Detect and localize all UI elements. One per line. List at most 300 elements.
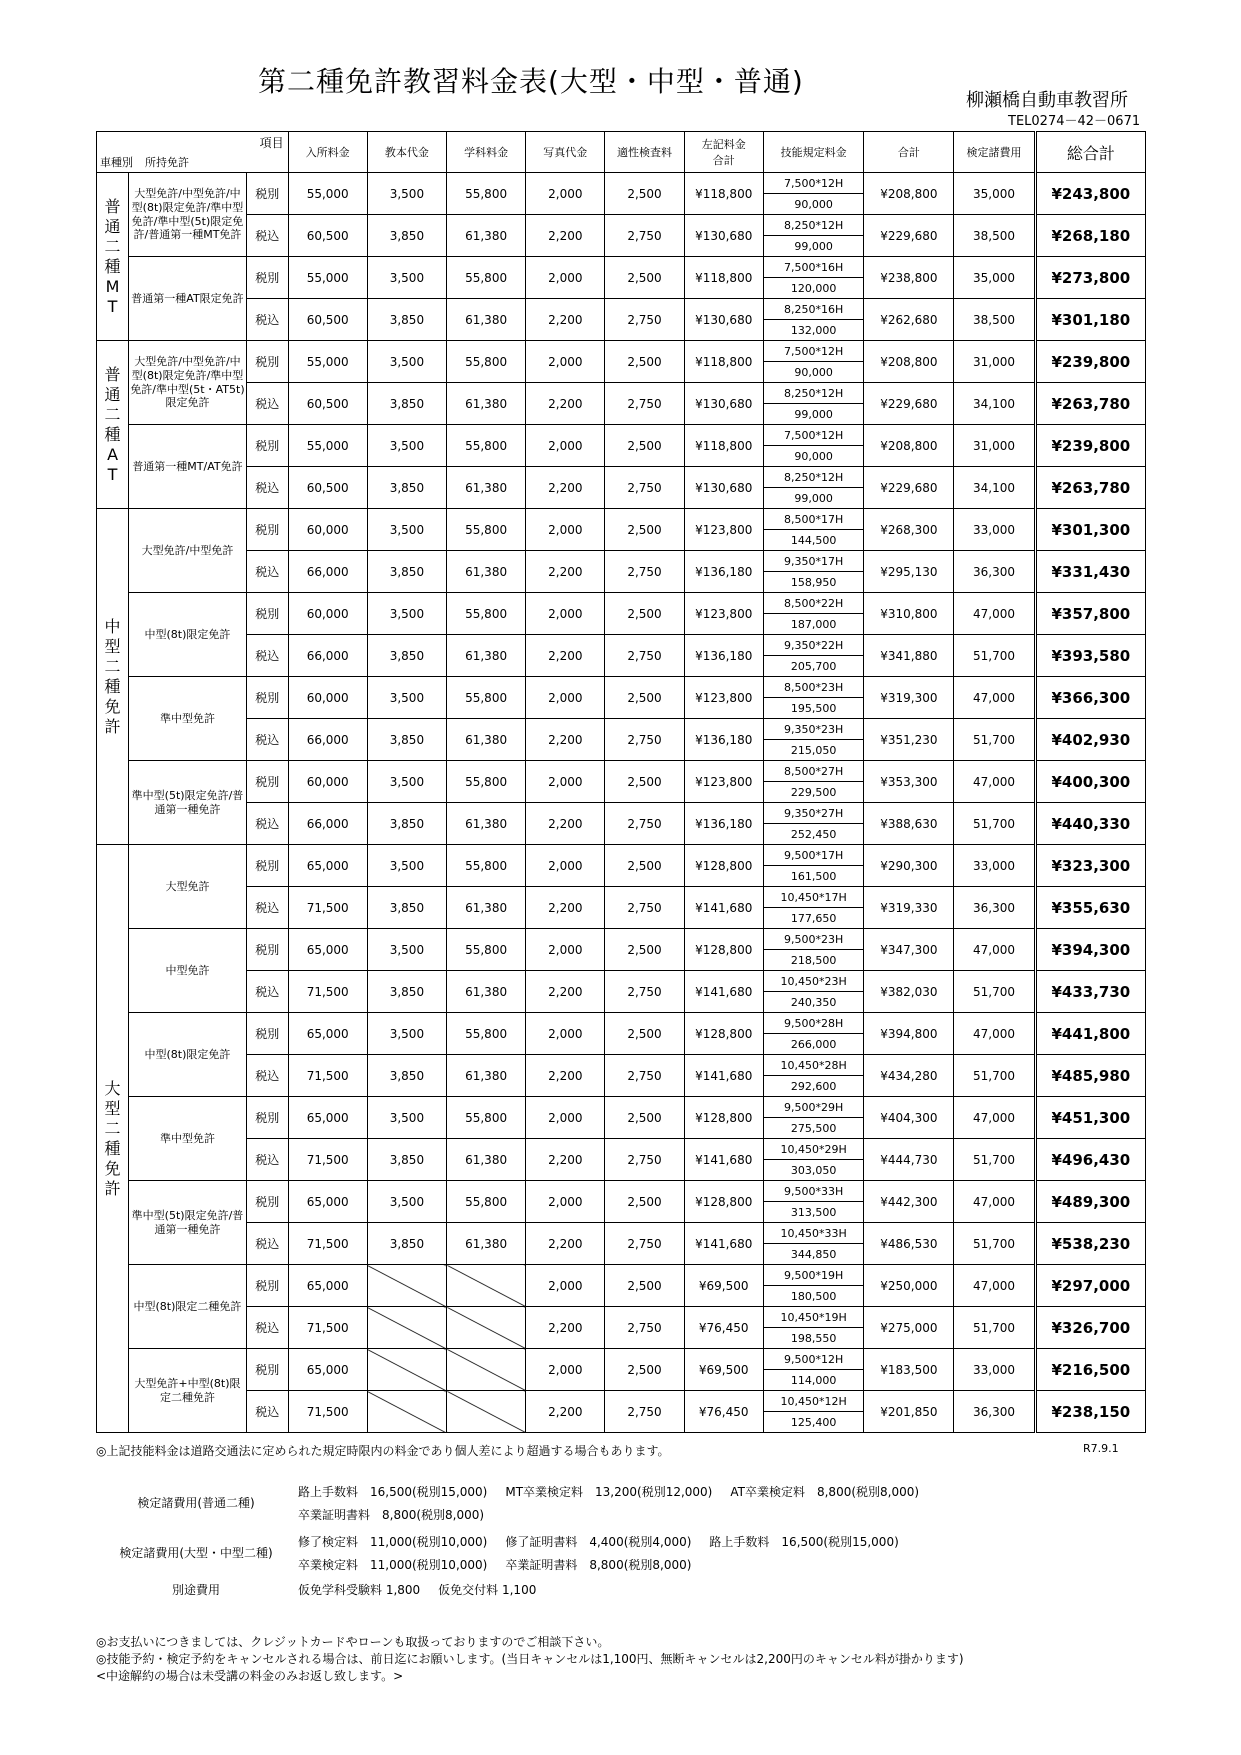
grand-total: ¥400,300: [1035, 761, 1145, 803]
aptitude-fee: 2,500: [605, 1097, 684, 1139]
not-applicable-cell: [367, 1349, 446, 1391]
skill-rate: 9,350*17H: [763, 551, 864, 572]
total: ¥394,800: [864, 1013, 954, 1055]
photo-fee: 2,000: [526, 509, 605, 551]
exam-fee: 33,000: [954, 1349, 1035, 1391]
large-fees-line1: [298, 1531, 917, 1554]
total: ¥208,800: [864, 425, 954, 467]
grand-total: ¥273,800: [1035, 257, 1145, 299]
license-held: 大型免許+中型(8t)限定二種免許: [129, 1349, 247, 1433]
tax-type: 税別: [246, 845, 288, 887]
license-held: 大型免許: [129, 845, 247, 929]
photo-fee: 2,200: [526, 1223, 605, 1265]
entry-fee: 60,000: [288, 761, 367, 803]
fee-row: [97, 425, 1146, 446]
skill-rate: 9,350*27H: [763, 803, 864, 824]
grand-total: ¥366,300: [1035, 677, 1145, 719]
theory-fee: 61,380: [447, 467, 526, 509]
skill-amount: 292,600: [763, 1076, 864, 1097]
exam-fee: 31,000: [954, 341, 1035, 383]
exam-fee: 36,300: [954, 887, 1035, 929]
fee-row: [97, 1307, 1146, 1328]
skill-rate: 9,350*23H: [763, 719, 864, 740]
skill-amount: 180,500: [763, 1286, 864, 1307]
textbook-fee: 3,500: [367, 509, 446, 551]
photo-fee: 2,000: [526, 257, 605, 299]
entry-fee: 66,000: [288, 719, 367, 761]
col-exam-fees: 検定諸費用: [954, 132, 1035, 173]
theory-fee: 61,380: [447, 1139, 526, 1181]
theory-fee: 61,380: [447, 719, 526, 761]
aptitude-fee: 2,500: [605, 593, 684, 635]
grand-total: ¥393,580: [1035, 635, 1145, 677]
tax-type: 税別: [246, 1181, 288, 1223]
skill-amount: 229,500: [763, 782, 864, 803]
textbook-fee: 3,500: [367, 1097, 446, 1139]
skill-amount: 187,000: [763, 614, 864, 635]
fee-item: AT卒業検定料 8,800(税別8,000): [730, 1485, 920, 1499]
theory-fee: 61,380: [447, 971, 526, 1013]
subtotal: ¥130,680: [684, 215, 763, 257]
fee-row: [97, 1265, 1146, 1286]
entry-fee: 71,500: [288, 1139, 367, 1181]
theory-fee: 55,800: [447, 1181, 526, 1223]
skill-amount: 99,000: [763, 404, 864, 425]
fee-row: [97, 383, 1146, 404]
tax-type: 税込: [246, 719, 288, 761]
subtotal: ¥69,500: [684, 1265, 763, 1307]
vehicle-category: [97, 341, 129, 509]
license-held: 大型免許/中型免許/中型(8t)限定免許/準中型免許/準中型(5t)限定免許/普通第一種MT免許: [129, 173, 247, 257]
subtotal: ¥123,800: [684, 677, 763, 719]
theory-fee: 55,800: [447, 593, 526, 635]
skill-rate: 8,250*12H: [763, 467, 864, 488]
theory-fee: 61,380: [447, 803, 526, 845]
total: ¥388,630: [864, 803, 954, 845]
not-applicable-cell: [447, 1307, 526, 1349]
grand-total: ¥263,780: [1035, 467, 1145, 509]
photo-fee: 2,000: [526, 173, 605, 215]
grand-total: ¥402,930: [1035, 719, 1145, 761]
subtotal: ¥118,800: [684, 173, 763, 215]
header-corner: [97, 132, 289, 173]
fee-row: [97, 467, 1146, 488]
header-row: [97, 132, 1146, 173]
refund-note: <中途解約の場合は未受講の料金のみお返し致します。>: [96, 1669, 404, 1683]
total: ¥382,030: [864, 971, 954, 1013]
aptitude-fee: 2,500: [605, 845, 684, 887]
separate-fees-label: 別途費用: [171, 1583, 220, 1597]
textbook-fee: 3,850: [367, 719, 446, 761]
tax-type: 税込: [246, 1055, 288, 1097]
photo-fee: 2,000: [526, 761, 605, 803]
entry-fee: 66,000: [288, 803, 367, 845]
exam-fee: 35,000: [954, 257, 1035, 299]
skill-rate: 8,500*27H: [763, 761, 864, 782]
grand-total: ¥323,300: [1035, 845, 1145, 887]
textbook-fee: 3,500: [367, 425, 446, 467]
aptitude-fee: 2,500: [605, 1265, 684, 1307]
fee-row: [97, 1055, 1146, 1076]
total: ¥208,800: [864, 341, 954, 383]
theory-fee: 55,800: [447, 509, 526, 551]
photo-fee: 2,200: [526, 551, 605, 593]
aptitude-fee: 2,750: [605, 803, 684, 845]
grand-total: ¥440,330: [1035, 803, 1145, 845]
entry-fee: 65,000: [288, 1265, 367, 1307]
tax-type: 税込: [246, 1223, 288, 1265]
fee-row: [97, 803, 1146, 824]
tax-type: 税込: [246, 635, 288, 677]
fee-row: [97, 677, 1146, 698]
textbook-fee: 3,500: [367, 845, 446, 887]
total: ¥238,800: [864, 257, 954, 299]
total: ¥295,130: [864, 551, 954, 593]
exam-fee: 47,000: [954, 1097, 1035, 1139]
theory-fee: 55,800: [447, 173, 526, 215]
entry-fee: 60,000: [288, 509, 367, 551]
aptitude-fee: 2,750: [605, 1223, 684, 1265]
total: ¥290,300: [864, 845, 954, 887]
skill-rate: 9,500*33H: [763, 1181, 864, 1202]
tax-type: 税別: [246, 761, 288, 803]
skill-amount: 120,000: [763, 278, 864, 299]
fee-row: [97, 341, 1146, 362]
textbook-fee: 3,500: [367, 761, 446, 803]
fee-row: [97, 971, 1146, 992]
cancel-note: ◎技能予約・検定予約をキャンセルされる場合は、前日迄にお願いします。(当日キャンセルは1,100円、無断キャンセルは2,200円のキャンセル料が掛かります): [96, 1652, 964, 1666]
total: ¥275,000: [864, 1307, 954, 1349]
fee-row: [97, 299, 1146, 320]
skill-amount: 266,000: [763, 1034, 864, 1055]
entry-fee: 55,000: [288, 425, 367, 467]
skill-rate: 8,250*12H: [763, 383, 864, 404]
skill-fee-note: ◎上記技能料金は道路交通法に定められた規定時限内の料金であり個人差により超過する場合もあります。: [96, 1444, 670, 1458]
exam-fee: 51,700: [954, 1223, 1035, 1265]
subtotal: ¥76,450: [684, 1391, 763, 1433]
exam-fee: 47,000: [954, 929, 1035, 971]
subtotal: ¥141,680: [684, 1223, 763, 1265]
license-held: 普通第一種MT/AT免許: [129, 425, 247, 509]
aptitude-fee: 2,500: [605, 173, 684, 215]
license-held: 大型免許/中型免許: [129, 509, 247, 593]
fee-row: [97, 215, 1146, 236]
aptitude-fee: 2,500: [605, 341, 684, 383]
skill-amount: 161,500: [763, 866, 864, 887]
tax-type: 税込: [246, 887, 288, 929]
photo-fee: 2,200: [526, 383, 605, 425]
textbook-fee: 3,850: [367, 803, 446, 845]
subtotal: ¥118,800: [684, 257, 763, 299]
exam-fee: 33,000: [954, 509, 1035, 551]
theory-fee: 61,380: [447, 1055, 526, 1097]
exam-fee: 31,000: [954, 425, 1035, 467]
aptitude-fee: 2,500: [605, 257, 684, 299]
skill-rate: 10,450*12H: [763, 1391, 864, 1412]
futsu-fees-label: 検定諸費用(普通二種): [137, 1496, 255, 1510]
fee-row: [97, 845, 1146, 866]
subtotal: ¥136,180: [684, 719, 763, 761]
exam-fee: 47,000: [954, 593, 1035, 635]
skill-amount: 275,500: [763, 1118, 864, 1139]
skill-amount: 90,000: [763, 446, 864, 467]
total: ¥341,880: [864, 635, 954, 677]
aptitude-fee: 2,750: [605, 635, 684, 677]
total: ¥434,280: [864, 1055, 954, 1097]
aptitude-fee: 2,500: [605, 509, 684, 551]
exam-fee: 33,000: [954, 845, 1035, 887]
aptitude-fee: 2,750: [605, 887, 684, 929]
subtotal: ¥128,800: [684, 1013, 763, 1055]
aptitude-fee: 2,750: [605, 383, 684, 425]
textbook-fee: 3,850: [367, 635, 446, 677]
entry-fee: 65,000: [288, 929, 367, 971]
fee-row: [97, 635, 1146, 656]
textbook-fee: 3,850: [367, 1055, 446, 1097]
skill-rate: 7,500*16H: [763, 257, 864, 278]
photo-fee: 2,000: [526, 1349, 605, 1391]
total: ¥404,300: [864, 1097, 954, 1139]
exam-fee: 51,700: [954, 803, 1035, 845]
skill-rate: 9,500*28H: [763, 1013, 864, 1034]
textbook-fee: 3,850: [367, 1223, 446, 1265]
skill-rate: 9,500*17H: [763, 845, 864, 866]
total: ¥444,730: [864, 1139, 954, 1181]
exam-fee: 36,300: [954, 1391, 1035, 1433]
exam-fee: 47,000: [954, 761, 1035, 803]
photo-fee: 2,000: [526, 929, 605, 971]
aptitude-fee: 2,500: [605, 1013, 684, 1055]
theory-fee: 61,380: [447, 383, 526, 425]
tax-type: 税別: [246, 1349, 288, 1391]
tax-type: 税込: [246, 1307, 288, 1349]
exam-fee: 34,100: [954, 467, 1035, 509]
subtotal: ¥130,680: [684, 299, 763, 341]
skill-rate: 10,450*17H: [763, 887, 864, 908]
fee-item: 路上手数料 16,500(税別15,000): [709, 1535, 899, 1549]
exam-fee: 51,700: [954, 635, 1035, 677]
grand-total: ¥496,430: [1035, 1139, 1145, 1181]
entry-fee: 71,500: [288, 1223, 367, 1265]
page-title: 第二種免許教習料金表(大型・中型・普通): [258, 65, 804, 98]
exam-fee: 47,000: [954, 1265, 1035, 1307]
skill-rate: 9,500*12H: [763, 1349, 864, 1370]
fee-item: 路上手数料 16,500(税別15,000): [298, 1485, 488, 1499]
tax-type: 税別: [246, 677, 288, 719]
skill-amount: 90,000: [763, 194, 864, 215]
header-vehicle-type-label: 車種別: [100, 156, 133, 169]
grand-total: ¥489,300: [1035, 1181, 1145, 1223]
total: ¥310,800: [864, 593, 954, 635]
tax-type: 税別: [246, 425, 288, 467]
photo-fee: 2,000: [526, 677, 605, 719]
license-held: 大型免許/中型免許/中型(8t)限定免許/準中型免許/準中型(5t・AT5t)限定免許: [129, 341, 247, 425]
grand-total: ¥357,800: [1035, 593, 1145, 635]
tax-type: 税別: [246, 257, 288, 299]
skill-rate: 8,500*23H: [763, 677, 864, 698]
textbook-fee: 3,500: [367, 677, 446, 719]
tax-type: 税込: [246, 1139, 288, 1181]
tax-type: 税込: [246, 299, 288, 341]
exam-fee: 38,500: [954, 215, 1035, 257]
total: ¥229,680: [864, 215, 954, 257]
exam-fee: 51,700: [954, 1055, 1035, 1097]
skill-rate: 7,500*12H: [763, 425, 864, 446]
col-skill-fee: 技能規定料金: [763, 132, 864, 173]
subtotal: ¥136,180: [684, 551, 763, 593]
skill-amount: 125,400: [763, 1412, 864, 1433]
exam-fee: 47,000: [954, 677, 1035, 719]
fee-row: [97, 257, 1146, 278]
theory-fee: 55,800: [447, 677, 526, 719]
total: ¥208,800: [864, 173, 954, 215]
col-theory-fee: 学科料金: [447, 132, 526, 173]
grand-total: ¥433,730: [1035, 971, 1145, 1013]
total: ¥262,680: [864, 299, 954, 341]
exam-fee: 35,000: [954, 173, 1035, 215]
grand-total: ¥485,980: [1035, 1055, 1145, 1097]
total: ¥353,300: [864, 761, 954, 803]
subtotal: ¥123,800: [684, 761, 763, 803]
skill-amount: 205,700: [763, 656, 864, 677]
grand-total: ¥268,180: [1035, 215, 1145, 257]
grand-total: ¥263,780: [1035, 383, 1145, 425]
fee-row: [97, 1013, 1146, 1034]
exam-fee: 47,000: [954, 1181, 1035, 1223]
skill-amount: 132,000: [763, 320, 864, 341]
tax-type: 税込: [246, 803, 288, 845]
aptitude-fee: 2,500: [605, 1181, 684, 1223]
entry-fee: 60,500: [288, 467, 367, 509]
header-item-label: 項目: [259, 136, 284, 150]
subtotal: ¥76,450: [684, 1307, 763, 1349]
entry-fee: 60,500: [288, 299, 367, 341]
grand-total: ¥239,800: [1035, 425, 1145, 467]
entry-fee: 71,500: [288, 887, 367, 929]
skill-amount: 177,650: [763, 908, 864, 929]
vehicle-category: [97, 845, 129, 1433]
theory-fee: 61,380: [447, 215, 526, 257]
theory-fee: 61,380: [447, 635, 526, 677]
license-held: 準中型(5t)限定免許/普通第一種免許: [129, 1181, 247, 1265]
fee-row: [97, 1139, 1146, 1160]
entry-fee: 71,500: [288, 1307, 367, 1349]
subtotal: ¥128,800: [684, 1097, 763, 1139]
theory-fee: 55,800: [447, 761, 526, 803]
entry-fee: 65,000: [288, 1013, 367, 1055]
subtotal: ¥128,800: [684, 929, 763, 971]
aptitude-fee: 2,500: [605, 677, 684, 719]
total: ¥351,230: [864, 719, 954, 761]
entry-fee: 65,000: [288, 1349, 367, 1391]
photo-fee: 2,200: [526, 215, 605, 257]
tax-type: 税込: [246, 551, 288, 593]
license-held: 準中型免許: [129, 1097, 247, 1181]
tax-type: 税別: [246, 929, 288, 971]
total: ¥250,000: [864, 1265, 954, 1307]
entry-fee: 55,000: [288, 341, 367, 383]
exam-fee: 51,700: [954, 719, 1035, 761]
entry-fee: 71,500: [288, 971, 367, 1013]
payment-note: ◎お支払いにつきましては、クレジットカードやローンも取扱っておりますのでご相談下さい。: [96, 1635, 610, 1649]
photo-fee: 2,000: [526, 1097, 605, 1139]
school-name: 柳瀬橋自動車教習所: [966, 90, 1128, 111]
total: ¥319,300: [864, 677, 954, 719]
exam-fee: 51,700: [954, 1139, 1035, 1181]
grand-total: ¥216,500: [1035, 1349, 1145, 1391]
skill-rate: 10,450*29H: [763, 1139, 864, 1160]
col-entry-fee: 入所料金: [288, 132, 367, 173]
grand-total: ¥331,430: [1035, 551, 1145, 593]
fee-row: [97, 509, 1146, 530]
theory-fee: 55,800: [447, 1097, 526, 1139]
fee-row: [97, 1223, 1146, 1244]
futsu-fees-line1: [298, 1481, 937, 1504]
grand-total: ¥355,630: [1035, 887, 1145, 929]
grand-total: ¥243,800: [1035, 173, 1145, 215]
aptitude-fee: 2,750: [605, 299, 684, 341]
grand-total: ¥326,700: [1035, 1307, 1145, 1349]
aptitude-fee: 2,750: [605, 467, 684, 509]
skill-rate: 9,500*23H: [763, 929, 864, 950]
tax-type: 税込: [246, 1391, 288, 1433]
entry-fee: 55,000: [288, 257, 367, 299]
aptitude-fee: 2,750: [605, 1139, 684, 1181]
textbook-fee: 3,850: [367, 551, 446, 593]
vehicle-category-label: 中型二種免許: [104, 616, 121, 736]
photo-fee: 2,200: [526, 467, 605, 509]
textbook-fee: 3,500: [367, 1181, 446, 1223]
exam-fee: 51,700: [954, 1307, 1035, 1349]
license-held: 中型(8t)限定二種免許: [129, 1265, 247, 1349]
total: ¥229,680: [864, 467, 954, 509]
textbook-fee: 3,850: [367, 215, 446, 257]
skill-amount: 252,450: [763, 824, 864, 845]
aptitude-fee: 2,750: [605, 1055, 684, 1097]
fee-item: 仮免交付料 1,100: [438, 1583, 537, 1597]
footer-notes: [96, 1634, 964, 1685]
exam-fee: 38,500: [954, 299, 1035, 341]
subtotal: ¥130,680: [684, 467, 763, 509]
fee-row: [97, 1391, 1146, 1412]
fee-row: [97, 1349, 1146, 1370]
vehicle-category-label: 普通二種MT: [104, 196, 121, 316]
photo-fee: 2,200: [526, 1307, 605, 1349]
fee-row: [97, 1181, 1146, 1202]
not-applicable-cell: [367, 1391, 446, 1433]
subtotal: ¥141,680: [684, 1139, 763, 1181]
tax-type: 税別: [246, 341, 288, 383]
fee-row: [97, 929, 1146, 950]
subtotal: ¥118,800: [684, 341, 763, 383]
license-held: 普通第一種AT限定免許: [129, 257, 247, 341]
not-applicable-cell: [447, 1391, 526, 1433]
grand-total: ¥394,300: [1035, 929, 1145, 971]
total: ¥229,680: [864, 383, 954, 425]
vehicle-category: [97, 509, 129, 845]
total: ¥442,300: [864, 1181, 954, 1223]
skill-amount: 99,000: [763, 488, 864, 509]
textbook-fee: 3,500: [367, 593, 446, 635]
aptitude-fee: 2,750: [605, 215, 684, 257]
col-subtotal: 左記料金合計: [684, 132, 763, 173]
photo-fee: 2,200: [526, 635, 605, 677]
photo-fee: 2,200: [526, 803, 605, 845]
entry-fee: 60,000: [288, 677, 367, 719]
subtotal: ¥136,180: [684, 803, 763, 845]
skill-rate: 10,450*33H: [763, 1223, 864, 1244]
skill-amount: 99,000: [763, 236, 864, 257]
